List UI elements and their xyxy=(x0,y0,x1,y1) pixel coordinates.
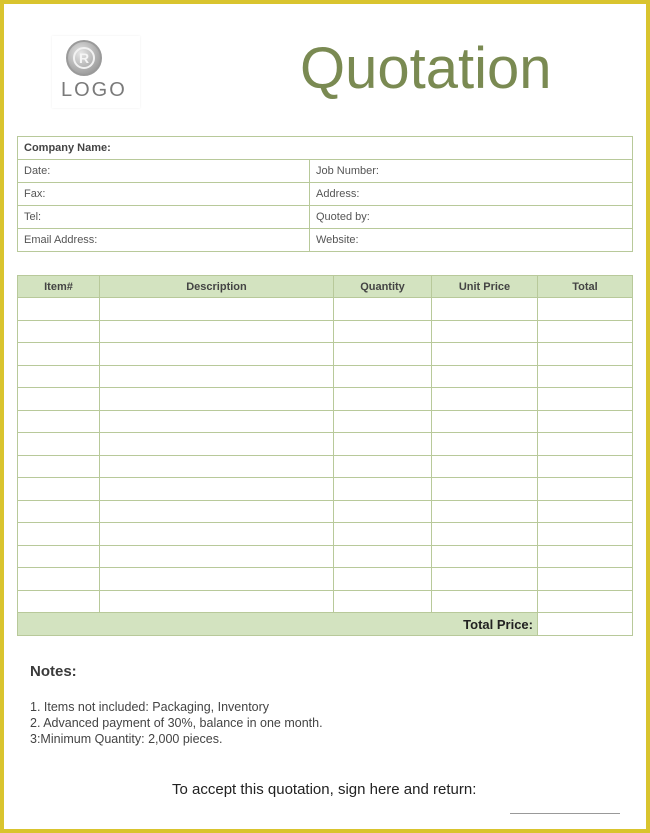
table-row xyxy=(18,365,633,388)
item-cell[interactable] xyxy=(18,298,100,321)
signature-line[interactable] xyxy=(510,813,620,814)
fax-field[interactable]: Fax: xyxy=(18,183,310,206)
table-row xyxy=(18,478,633,501)
company-info-table xyxy=(17,136,633,252)
table-row xyxy=(18,455,633,478)
company-name-field[interactable]: Company Name: xyxy=(18,137,633,160)
table-row xyxy=(18,590,633,613)
unit-price-cell[interactable] xyxy=(432,320,538,343)
total-price-row xyxy=(18,613,633,636)
total-cell[interactable] xyxy=(538,568,633,591)
notes-heading: Notes: xyxy=(30,663,77,680)
description-cell[interactable] xyxy=(100,523,334,546)
item-cell[interactable] xyxy=(18,568,100,591)
column-header-quantity: Quantity xyxy=(334,276,432,298)
description-cell[interactable] xyxy=(100,410,334,433)
item-cell[interactable] xyxy=(18,590,100,613)
unit-price-cell[interactable] xyxy=(432,545,538,568)
description-cell[interactable] xyxy=(100,545,334,568)
table-row xyxy=(18,568,633,591)
item-cell[interactable] xyxy=(18,388,100,411)
quantity-cell[interactable] xyxy=(334,410,432,433)
description-cell[interactable] xyxy=(100,500,334,523)
quantity-cell[interactable] xyxy=(334,365,432,388)
quantity-cell[interactable] xyxy=(334,478,432,501)
table-row xyxy=(18,320,633,343)
notes-list xyxy=(30,699,323,747)
table-row xyxy=(18,500,633,523)
email-field[interactable]: Email Address: xyxy=(18,229,310,252)
quantity-cell[interactable] xyxy=(334,388,432,411)
total-cell[interactable] xyxy=(538,523,633,546)
quantity-cell[interactable] xyxy=(334,298,432,321)
total-cell[interactable] xyxy=(538,298,633,321)
line-items-body xyxy=(18,298,633,613)
unit-price-cell[interactable] xyxy=(432,478,538,501)
total-cell[interactable] xyxy=(538,545,633,568)
address-field[interactable]: Address: xyxy=(310,183,633,206)
item-cell[interactable] xyxy=(18,410,100,433)
line-items-table xyxy=(17,275,633,636)
unit-price-cell[interactable] xyxy=(432,523,538,546)
quoted-by-field[interactable]: Quoted by: xyxy=(310,206,633,229)
table-row xyxy=(18,433,633,456)
item-cell[interactable] xyxy=(18,455,100,478)
table-header-row xyxy=(18,276,633,298)
total-price-label: Total Price: xyxy=(18,613,538,636)
note-item: 2. Advanced payment of 30%, balance in one month. xyxy=(30,716,323,730)
unit-price-cell[interactable] xyxy=(432,433,538,456)
document-title: Quotation xyxy=(300,36,552,101)
item-cell[interactable] xyxy=(18,320,100,343)
description-cell[interactable] xyxy=(100,343,334,366)
unit-price-cell[interactable] xyxy=(432,455,538,478)
tel-field[interactable]: Tel: xyxy=(18,206,310,229)
registered-trademark-icon xyxy=(66,40,102,76)
item-cell[interactable] xyxy=(18,523,100,546)
total-cell[interactable] xyxy=(538,320,633,343)
item-cell[interactable] xyxy=(18,365,100,388)
unit-price-cell[interactable] xyxy=(432,388,538,411)
info-row xyxy=(18,183,633,206)
info-row xyxy=(18,137,633,160)
quantity-cell[interactable] xyxy=(334,343,432,366)
info-row xyxy=(18,160,633,183)
logo-text: LOGO xyxy=(61,79,127,101)
unit-price-cell[interactable] xyxy=(432,590,538,613)
unit-price-cell[interactable] xyxy=(432,365,538,388)
acceptance-instruction: To accept this quotation, sign here and return: xyxy=(172,781,477,798)
item-cell[interactable] xyxy=(18,500,100,523)
unit-price-cell[interactable] xyxy=(432,500,538,523)
total-cell[interactable] xyxy=(538,365,633,388)
column-header-description: Description xyxy=(100,276,334,298)
quantity-cell[interactable] xyxy=(334,523,432,546)
item-cell[interactable] xyxy=(18,478,100,501)
date-field[interactable]: Date: xyxy=(18,160,310,183)
logo-mark-letter: R xyxy=(73,47,95,69)
total-cell[interactable] xyxy=(538,343,633,366)
description-cell[interactable] xyxy=(100,320,334,343)
description-cell[interactable] xyxy=(100,455,334,478)
quantity-cell[interactable] xyxy=(334,455,432,478)
table-row xyxy=(18,298,633,321)
quantity-cell[interactable] xyxy=(334,320,432,343)
table-row xyxy=(18,388,633,411)
unit-price-cell[interactable] xyxy=(432,410,538,433)
website-field[interactable]: Website: xyxy=(310,229,633,252)
description-cell[interactable] xyxy=(100,478,334,501)
item-cell[interactable] xyxy=(18,545,100,568)
column-header-total: Total xyxy=(538,276,633,298)
table-row xyxy=(18,410,633,433)
unit-price-cell[interactable] xyxy=(432,343,538,366)
unit-price-cell[interactable] xyxy=(432,298,538,321)
quantity-cell[interactable] xyxy=(334,500,432,523)
total-cell[interactable] xyxy=(538,455,633,478)
table-row xyxy=(18,545,633,568)
unit-price-cell[interactable] xyxy=(432,568,538,591)
table-row xyxy=(18,523,633,546)
description-cell[interactable] xyxy=(100,365,334,388)
quantity-cell[interactable] xyxy=(334,590,432,613)
job-number-field[interactable]: Job Number: xyxy=(310,160,633,183)
total-cell[interactable] xyxy=(538,410,633,433)
description-cell[interactable] xyxy=(100,433,334,456)
item-cell[interactable] xyxy=(18,343,100,366)
column-header-unit-price: Unit Price xyxy=(432,276,538,298)
table-row xyxy=(18,343,633,366)
description-cell[interactable] xyxy=(100,568,334,591)
total-cell[interactable] xyxy=(538,478,633,501)
column-header-item: Item# xyxy=(18,276,100,298)
quantity-cell[interactable] xyxy=(334,545,432,568)
description-cell[interactable] xyxy=(100,590,334,613)
info-row xyxy=(18,206,633,229)
total-cell[interactable] xyxy=(538,433,633,456)
company-logo xyxy=(52,36,140,108)
description-cell[interactable] xyxy=(100,298,334,321)
quantity-cell[interactable] xyxy=(334,433,432,456)
total-cell[interactable] xyxy=(538,590,633,613)
total-cell[interactable] xyxy=(538,500,633,523)
note-item: 3:Minimum Quantity: 2,000 pieces. xyxy=(30,732,223,746)
quantity-cell[interactable] xyxy=(334,568,432,591)
info-row xyxy=(18,229,633,252)
item-cell[interactable] xyxy=(18,433,100,456)
total-price-cell[interactable] xyxy=(538,613,633,636)
description-cell[interactable] xyxy=(100,388,334,411)
total-cell[interactable] xyxy=(538,388,633,411)
note-item: 1. Items not included: Packaging, Inventory xyxy=(30,700,270,714)
